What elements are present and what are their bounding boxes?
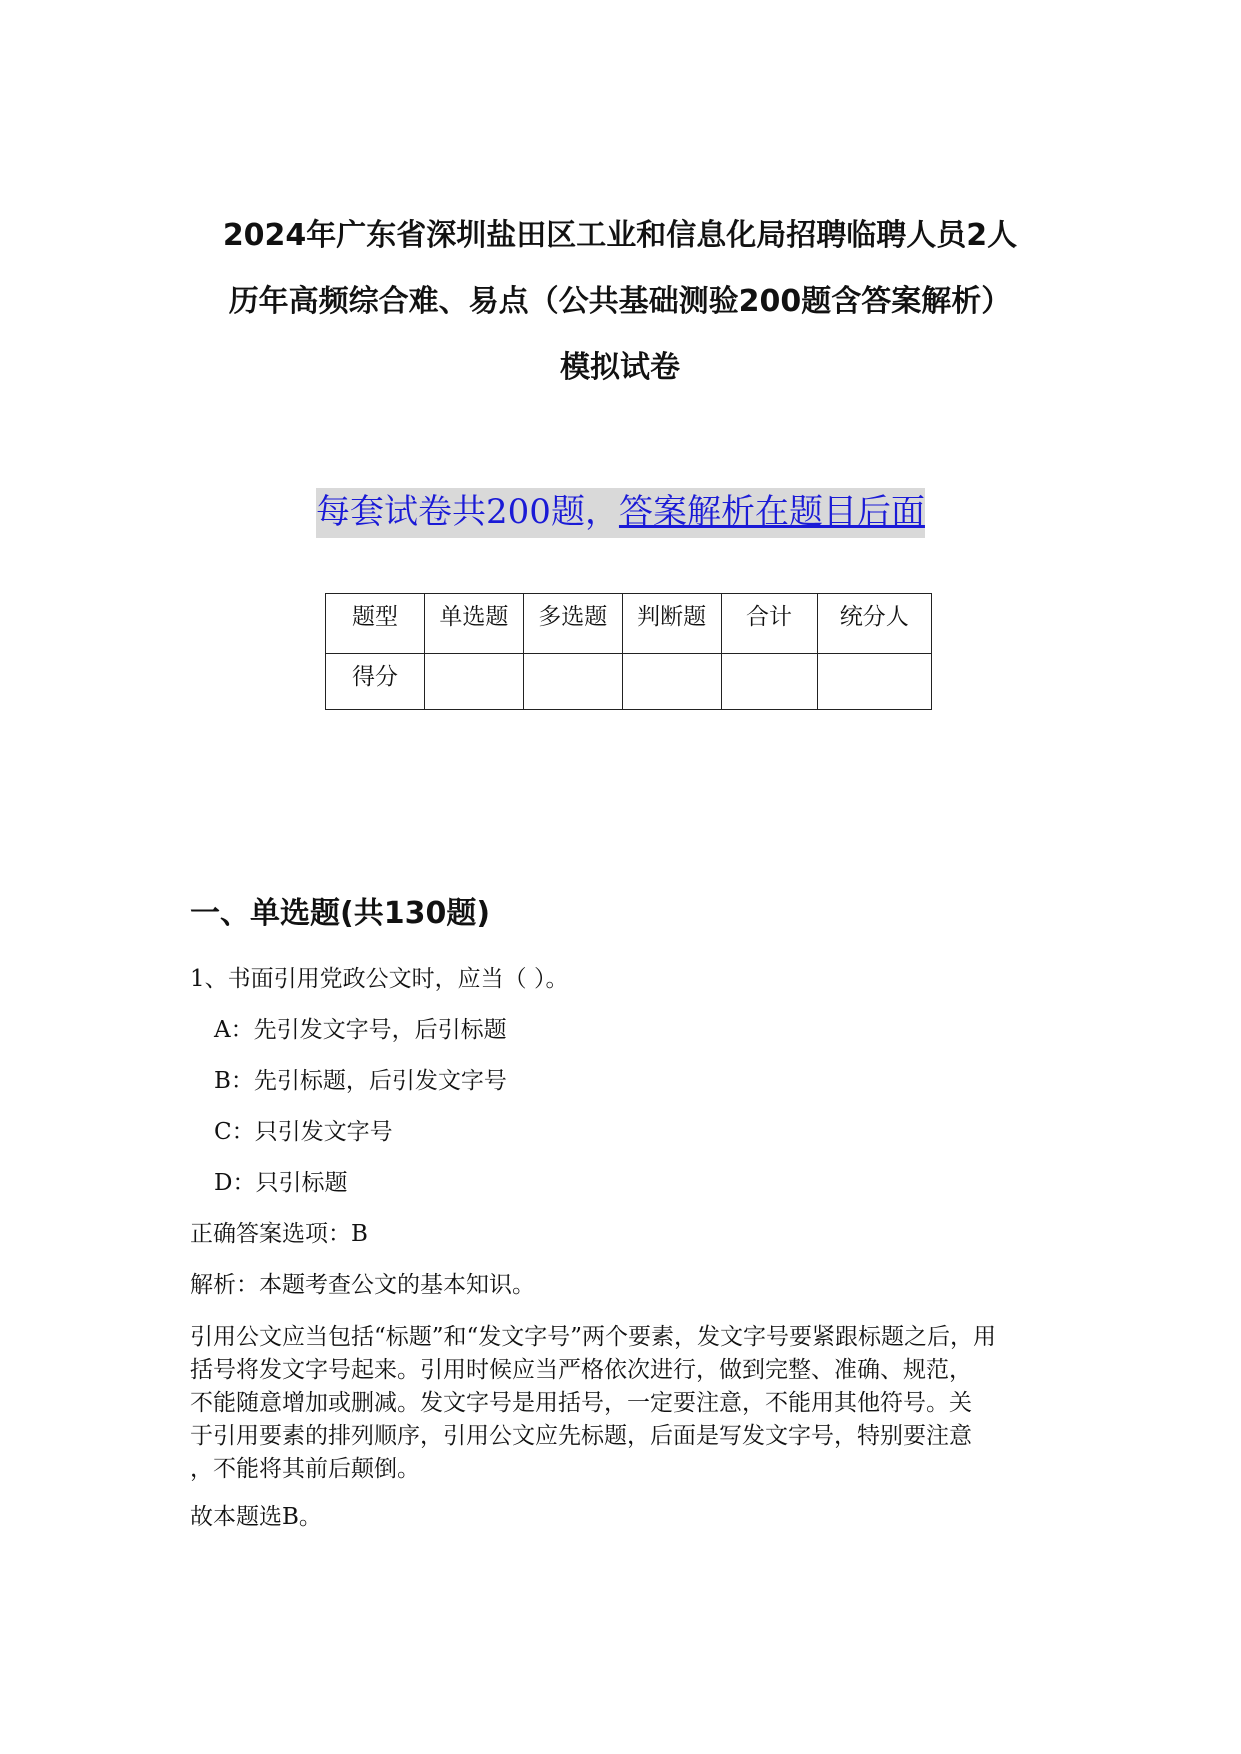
option-d: D：只引标题: [214, 1170, 348, 1196]
score-cell-grader: [817, 654, 931, 710]
header-cell-single-choice: 单选题: [424, 594, 523, 654]
score-table: [325, 593, 932, 710]
question-stem: 1、书面引用党政公文时，应当（ ）。: [190, 966, 569, 992]
notice-highlight: [316, 488, 925, 538]
analysis-line-5: ，不能将其前后颠倒。: [190, 1456, 420, 1482]
score-cell-multi-choice: [523, 654, 622, 710]
title-line-2: 历年高频综合难、易点（公共基础测验200题含答案解析）: [228, 284, 1012, 319]
option-a: A：先引发文字号，后引标题: [214, 1017, 507, 1043]
analysis-line-4: 于引用要素的排列顺序，引用公文应先标题，后面是写发文字号，特别要注意: [190, 1423, 972, 1449]
document-title: [180, 203, 1060, 401]
analysis-intro: 解析：本题考查公文的基本知识。: [190, 1272, 535, 1298]
title-line-1: 2024年广东省深圳盐田区工业和信息化局招聘临聘人员2人: [222, 218, 1018, 253]
score-cell-true-false: [622, 654, 721, 710]
option-b: B：先引标题，后引发文字号: [214, 1068, 507, 1094]
answer-location-link[interactable]: 答案解析在题目后面: [618, 492, 925, 532]
row-label-score: 得分: [326, 654, 425, 710]
analysis-paragraph: [190, 1321, 1060, 1486]
score-table-score-row: [326, 654, 932, 710]
notice-text: 每套试卷共200题，: [316, 492, 619, 532]
analysis-line-3: 不能随意增加或删减。发文字号是用括号，一定要注意，不能用其他符号。关: [190, 1390, 972, 1416]
score-table-header-row: [326, 594, 932, 654]
header-cell-total: 合计: [721, 594, 817, 654]
title-line-3: 模拟试卷: [560, 350, 680, 385]
header-cell-multi-choice: 多选题: [523, 594, 622, 654]
analysis-line-1: 引用公文应当包括“标题”和“发文字号”两个要素，发文字号要紧跟标题之后，用: [190, 1324, 997, 1350]
header-cell-type: 题型: [326, 594, 425, 654]
option-c: C：只引发文字号: [214, 1119, 393, 1145]
score-cell-single-choice: [424, 654, 523, 710]
section-heading: 一、单选题(共130题): [190, 896, 491, 931]
notice-banner: [0, 488, 1241, 538]
header-cell-true-false: 判断题: [622, 594, 721, 654]
analysis-line-2: 括号将发文字号起来。引用时候应当严格依次进行，做到完整、准确、规范，: [190, 1357, 972, 1383]
header-cell-grader: 统分人: [817, 594, 931, 654]
score-cell-total: [721, 654, 817, 710]
correct-answer: 正确答案选项：B: [190, 1221, 368, 1247]
conclusion: 故本题选B。: [190, 1504, 322, 1530]
